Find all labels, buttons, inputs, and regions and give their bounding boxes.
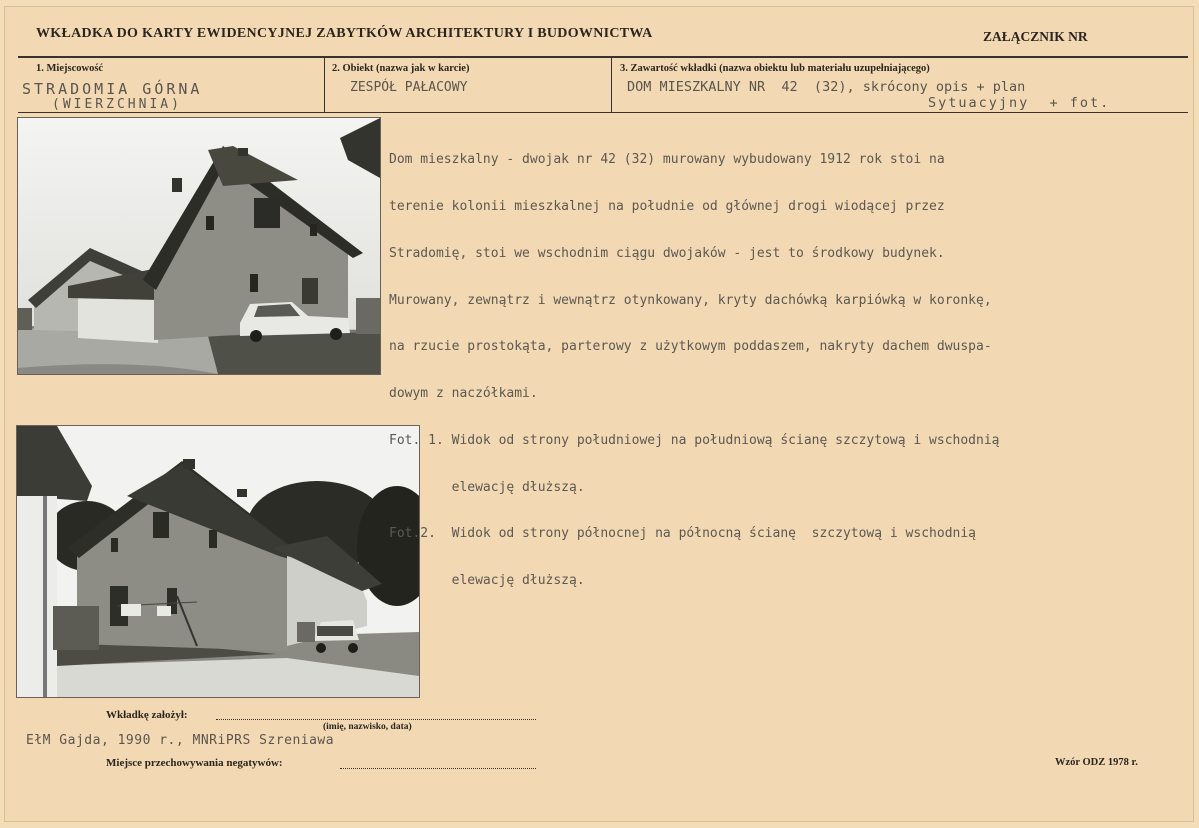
contents-value-secondary: Sytuacyjny + fot. xyxy=(928,95,1111,111)
photo-1-caption-cont: elewację dłuższą. xyxy=(389,479,585,495)
negatives-storage-label: Miejsce przechowywania negatywów: xyxy=(106,757,283,769)
field-divider-2 xyxy=(611,57,612,113)
field-divider-1 xyxy=(324,57,325,113)
description-line: Stradomię, stoi we wschodnim ciągu dwojaków - jest to środkowy budynek. xyxy=(389,245,945,261)
created-by-hint: (imię, nazwisko, data) xyxy=(323,722,412,732)
created-by-label: Wkładkę założył: xyxy=(106,709,188,721)
contents-value: DOM MIESZKALNY NR 42 (32), skrócony opis + plan xyxy=(627,79,1026,95)
form-model: Wzór ODZ 1978 r. xyxy=(1055,757,1138,768)
description-line: terenie kolonii mieszkalnej na południe od głównej drogi wiodącej przez xyxy=(389,198,945,214)
created-by-value: EłM Gajda, 1990 r., MNRiPRS Szreniawa xyxy=(26,733,335,748)
description-line: na rzucie prostokąta, parterowy z użytkowym poddaszem, nakryty dachem dwuspa- xyxy=(389,339,992,355)
negatives-storage-line xyxy=(340,768,536,769)
photo-2 xyxy=(16,425,420,698)
description-line: dowym z naczółkami. xyxy=(389,386,538,402)
photo-2-caption-cont: elewację dłuższą. xyxy=(389,573,585,589)
object-description xyxy=(389,121,1179,604)
created-by-line xyxy=(216,719,536,720)
photo-1-image xyxy=(18,118,380,374)
locality-value: STRADOMIA GÓRNA xyxy=(22,80,203,98)
description-line: Murowany, zewnątrz i wewnątrz otynkowany, kryty dachówką karpiówką w koronkę, xyxy=(389,292,992,308)
card-title: WKŁADKA DO KARTY EWIDENCYJNEJ ZABYTKÓW ARCHITEKTURY I BUDOWNICTWA xyxy=(36,26,653,41)
description-line: Dom mieszkalny - dwojak nr 42 (32) murowany wybudowany 1912 rok stoi na xyxy=(389,152,945,168)
locality-value-secondary: (WIERZCHNIA) xyxy=(52,97,182,112)
object-value: ZESPÓŁ PAŁACOWY xyxy=(350,80,468,95)
header-rule xyxy=(18,56,1188,58)
annex-label: ZAŁĄCZNIK NR xyxy=(983,29,1088,44)
photo-2-caption: Fot.2. Widok od strony północnej na północną ścianę szczytową i wschodnią xyxy=(389,526,976,542)
photo-2-image xyxy=(17,426,419,697)
fields-rule xyxy=(18,112,1188,113)
photo-1-caption: Fot. 1. Widok od strony południowej na południową ścianę szczytową i wschodnią xyxy=(389,432,1000,448)
contents-label: 3. Zawartość wkładki (nazwa obiektu lub materiału uzupełniającego) xyxy=(620,63,930,74)
photo-1 xyxy=(17,117,381,375)
locality-label: 1. Miejscowość xyxy=(36,63,104,74)
object-label: 2. Obiekt (nazwa jak w karcie) xyxy=(332,63,470,74)
